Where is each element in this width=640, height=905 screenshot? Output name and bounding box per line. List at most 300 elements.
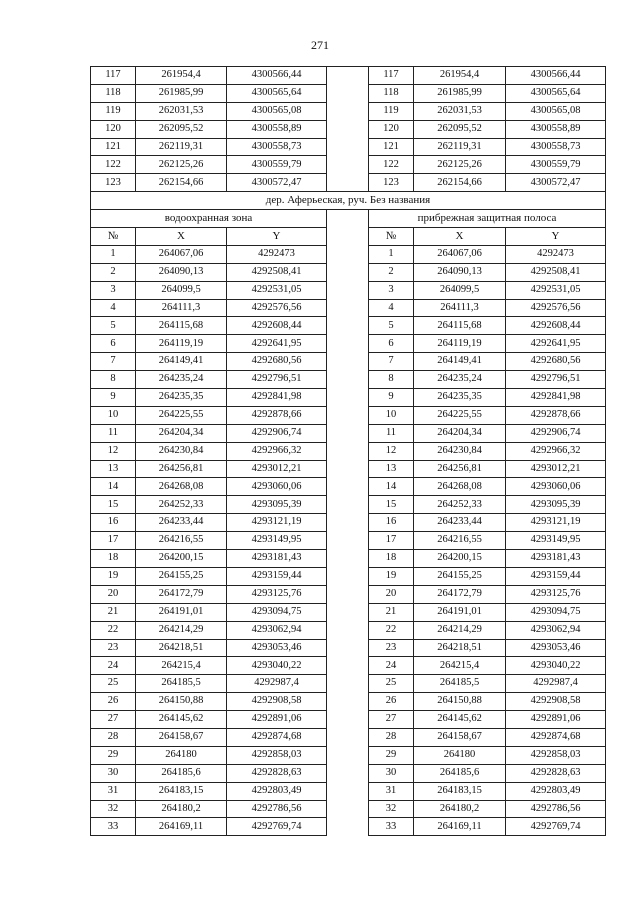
gap-cell [327, 67, 369, 85]
right-x-cell: 264214,29 [414, 621, 506, 639]
right-num-cell: 26 [369, 693, 414, 711]
gap-cell [327, 120, 369, 138]
left-y-cell: 4292576,56 [227, 299, 327, 317]
gap-cell [327, 693, 369, 711]
left-y-cell: 4292841,98 [227, 389, 327, 407]
left-num-cell: 32 [91, 800, 136, 818]
left-y-cell: 4292966,32 [227, 442, 327, 460]
left-x-cell: 264204,34 [136, 424, 227, 442]
right-y-cell: 4293040,22 [506, 657, 606, 675]
right-num-cell: 8 [369, 371, 414, 389]
left-x-cell: 264180,2 [136, 800, 227, 818]
left-y-cell: 4292641,95 [227, 335, 327, 353]
left-num-cell: 19 [91, 567, 136, 585]
gap-cell [327, 514, 369, 532]
right-y-cell: 4292803,49 [506, 782, 606, 800]
table-row [91, 138, 606, 156]
gap-cell [327, 317, 369, 335]
gap-cell [327, 424, 369, 442]
left-y-cell: 4292908,58 [227, 693, 327, 711]
left-x-cell: 264111,3 [136, 299, 227, 317]
left-y-cell: 4292874,68 [227, 728, 327, 746]
left-y-cell: 4292786,56 [227, 800, 327, 818]
right-x-cell: 264218,51 [414, 639, 506, 657]
gap-cell [327, 442, 369, 460]
right-num-cell: 15 [369, 496, 414, 514]
right-x-cell: 264256,81 [414, 460, 506, 478]
left-x-header: X [136, 228, 227, 246]
table-row [91, 675, 606, 693]
left-num-cell: 6 [91, 335, 136, 353]
left-y-cell: 4293181,43 [227, 550, 327, 568]
left-x-cell: 264214,29 [136, 621, 227, 639]
right-y-cell: 4293094,75 [506, 603, 606, 621]
right-x-cell: 262119,31 [414, 138, 506, 156]
right-x-cell: 264204,34 [414, 424, 506, 442]
left-y-cell: 4300565,08 [227, 102, 327, 120]
right-num-cell: 33 [369, 818, 414, 836]
page-number: 271 [311, 38, 329, 52]
left-num-cell: 118 [91, 84, 136, 102]
right-x-cell: 262095,52 [414, 120, 506, 138]
left-y-header: Y [227, 228, 327, 246]
left-y-cell: 4300558,73 [227, 138, 327, 156]
left-num-cell: 4 [91, 299, 136, 317]
left-y-cell: 4292680,56 [227, 353, 327, 371]
table-row [91, 532, 606, 550]
left-y-cell: 4293012,21 [227, 460, 327, 478]
right-x-cell: 264252,33 [414, 496, 506, 514]
left-y-cell: 4292608,44 [227, 317, 327, 335]
left-x-cell: 264145,62 [136, 711, 227, 729]
gap-cell [327, 460, 369, 478]
right-y-cell: 4293125,76 [506, 585, 606, 603]
gap-cell [327, 102, 369, 120]
gap-cell [327, 657, 369, 675]
right-y-cell: 4293053,46 [506, 639, 606, 657]
gap-cell [327, 156, 369, 174]
left-x-cell: 262125,26 [136, 156, 227, 174]
right-y-cell: 4293121,19 [506, 514, 606, 532]
left-num-cell: 17 [91, 532, 136, 550]
gap-cell [327, 335, 369, 353]
right-num-cell: 30 [369, 764, 414, 782]
gap-cell [327, 406, 369, 424]
table-row [91, 245, 606, 263]
gap-cell [327, 210, 369, 228]
right-x-header: X [414, 228, 506, 246]
left-num-cell: 26 [91, 693, 136, 711]
right-y-cell: 4292680,56 [506, 353, 606, 371]
right-num-cell: 19 [369, 567, 414, 585]
right-y-cell: 4293149,95 [506, 532, 606, 550]
right-num-cell: 10 [369, 406, 414, 424]
left-num-cell: 15 [91, 496, 136, 514]
left-x-cell: 264090,13 [136, 263, 227, 281]
left-x-cell: 261985,99 [136, 84, 227, 102]
right-y-cell: 4293062,94 [506, 621, 606, 639]
right-x-cell: 264225,55 [414, 406, 506, 424]
left-x-cell: 264172,79 [136, 585, 227, 603]
left-num-cell: 12 [91, 442, 136, 460]
left-num-cell: 18 [91, 550, 136, 568]
left-zone-title: водоохранная зона [91, 210, 327, 228]
gap-cell [327, 782, 369, 800]
left-y-cell: 4292796,51 [227, 371, 327, 389]
right-y-cell: 4293060,06 [506, 478, 606, 496]
left-x-cell: 264225,55 [136, 406, 227, 424]
right-num-cell: 120 [369, 120, 414, 138]
right-num-cell: 21 [369, 603, 414, 621]
table-row [91, 442, 606, 460]
table-row [91, 156, 606, 174]
right-x-cell: 264268,08 [414, 478, 506, 496]
right-y-cell: 4292906,74 [506, 424, 606, 442]
right-num-cell: 2 [369, 263, 414, 281]
gap-cell [327, 639, 369, 657]
table-row [91, 424, 606, 442]
gap-cell [327, 818, 369, 836]
left-num-cell: 24 [91, 657, 136, 675]
gap-cell [327, 174, 369, 192]
column-header-row [91, 228, 606, 246]
right-x-cell: 264216,55 [414, 532, 506, 550]
left-x-cell: 262154,66 [136, 174, 227, 192]
table-row [91, 782, 606, 800]
left-num-cell: 28 [91, 728, 136, 746]
left-num-cell: 8 [91, 371, 136, 389]
gap-cell [327, 728, 369, 746]
gap-cell [327, 675, 369, 693]
gap-cell [327, 138, 369, 156]
gap-cell [327, 567, 369, 585]
left-x-cell: 261954,4 [136, 67, 227, 85]
right-y-cell: 4292786,56 [506, 800, 606, 818]
left-num-cell: 29 [91, 746, 136, 764]
right-y-header: Y [506, 228, 606, 246]
table-row [91, 657, 606, 675]
table-row [91, 514, 606, 532]
table-row [91, 621, 606, 639]
right-num-cell: 123 [369, 174, 414, 192]
right-x-cell: 264150,88 [414, 693, 506, 711]
left-y-cell: 4293125,76 [227, 585, 327, 603]
left-num-cell: 122 [91, 156, 136, 174]
gap-cell [327, 496, 369, 514]
left-num-cell: 120 [91, 120, 136, 138]
table-row [91, 102, 606, 120]
right-num-cell: 4 [369, 299, 414, 317]
right-num-cell: 1 [369, 245, 414, 263]
left-x-cell: 262031,53 [136, 102, 227, 120]
gap-cell [327, 353, 369, 371]
right-x-cell: 264183,15 [414, 782, 506, 800]
table-row [91, 693, 606, 711]
section-title-row [91, 192, 606, 210]
right-y-cell: 4292908,58 [506, 693, 606, 711]
table-row [91, 550, 606, 568]
left-y-cell: 4300566,44 [227, 67, 327, 85]
right-y-cell: 4300565,64 [506, 84, 606, 102]
right-num-cell: 29 [369, 746, 414, 764]
table-row [91, 335, 606, 353]
left-x-cell: 264115,68 [136, 317, 227, 335]
left-y-cell: 4300565,64 [227, 84, 327, 102]
right-zone-title: прибрежная защитная полоса [369, 210, 606, 228]
right-y-cell: 4300558,73 [506, 138, 606, 156]
right-num-cell: 6 [369, 335, 414, 353]
left-x-cell: 264252,33 [136, 496, 227, 514]
right-num-cell: 121 [369, 138, 414, 156]
right-num-cell: 32 [369, 800, 414, 818]
gap-cell [327, 281, 369, 299]
left-y-cell: 4293149,95 [227, 532, 327, 550]
left-x-cell: 264119,19 [136, 335, 227, 353]
right-x-cell: 264185,6 [414, 764, 506, 782]
table-row [91, 496, 606, 514]
table-row [91, 585, 606, 603]
left-x-cell: 264235,24 [136, 371, 227, 389]
left-num-cell: 27 [91, 711, 136, 729]
left-x-cell: 264158,67 [136, 728, 227, 746]
left-y-cell: 4292531,05 [227, 281, 327, 299]
section-title: дер. Аферьеская, руч. Без названия [91, 192, 606, 210]
table-row [91, 711, 606, 729]
left-x-cell: 264200,15 [136, 550, 227, 568]
right-x-cell: 264230,84 [414, 442, 506, 460]
gap-cell [327, 389, 369, 407]
right-num-cell: 17 [369, 532, 414, 550]
left-x-cell: 262095,52 [136, 120, 227, 138]
right-num-cell: 122 [369, 156, 414, 174]
table-row [91, 120, 606, 138]
right-x-cell: 264180,2 [414, 800, 506, 818]
right-x-cell: 264158,67 [414, 728, 506, 746]
right-y-cell: 4292841,98 [506, 389, 606, 407]
right-x-cell: 262154,66 [414, 174, 506, 192]
right-x-cell: 264215,4 [414, 657, 506, 675]
left-x-cell: 264180 [136, 746, 227, 764]
right-x-cell: 264191,01 [414, 603, 506, 621]
coordinates-table [90, 66, 606, 836]
right-x-cell: 264172,79 [414, 585, 506, 603]
table-row [91, 603, 606, 621]
left-num-cell: 11 [91, 424, 136, 442]
right-num-cell: 3 [369, 281, 414, 299]
gap-cell [327, 532, 369, 550]
left-num-cell: 14 [91, 478, 136, 496]
left-num-cell: 5 [91, 317, 136, 335]
left-x-cell: 264230,84 [136, 442, 227, 460]
left-y-cell: 4292769,74 [227, 818, 327, 836]
right-num-cell: 16 [369, 514, 414, 532]
left-num-cell: 117 [91, 67, 136, 85]
gap-cell [327, 746, 369, 764]
right-y-cell: 4292531,05 [506, 281, 606, 299]
gap-cell [327, 263, 369, 281]
left-num-cell: 13 [91, 460, 136, 478]
right-y-cell: 4300559,79 [506, 156, 606, 174]
table-row [91, 478, 606, 496]
right-y-cell: 4292508,41 [506, 263, 606, 281]
right-num-cell: 31 [369, 782, 414, 800]
right-num-cell: 5 [369, 317, 414, 335]
gap-cell [327, 478, 369, 496]
left-num-cell: 10 [91, 406, 136, 424]
right-num-cell: 25 [369, 675, 414, 693]
right-num-header: № [369, 228, 414, 246]
right-y-cell: 4292858,03 [506, 746, 606, 764]
table-row [91, 299, 606, 317]
table-row [91, 353, 606, 371]
right-y-cell: 4292987,4 [506, 675, 606, 693]
right-y-cell: 4293012,21 [506, 460, 606, 478]
left-x-cell: 264218,51 [136, 639, 227, 657]
table-row [91, 263, 606, 281]
left-x-cell: 264149,41 [136, 353, 227, 371]
right-x-cell: 262031,53 [414, 102, 506, 120]
left-num-cell: 1 [91, 245, 136, 263]
left-y-cell: 4292508,41 [227, 263, 327, 281]
left-y-cell: 4292858,03 [227, 746, 327, 764]
right-num-cell: 24 [369, 657, 414, 675]
table-row [91, 728, 606, 746]
right-x-cell: 264155,25 [414, 567, 506, 585]
gap-cell [327, 585, 369, 603]
right-y-cell: 4292828,63 [506, 764, 606, 782]
left-y-cell: 4292987,4 [227, 675, 327, 693]
right-x-cell: 264233,44 [414, 514, 506, 532]
right-y-cell: 4292473 [506, 245, 606, 263]
right-x-cell: 262125,26 [414, 156, 506, 174]
right-y-cell: 4292966,32 [506, 442, 606, 460]
table-row [91, 764, 606, 782]
right-x-cell: 261985,99 [414, 84, 506, 102]
zone-title-row [91, 210, 606, 228]
left-num-cell: 119 [91, 102, 136, 120]
right-num-cell: 23 [369, 639, 414, 657]
right-x-cell: 264099,5 [414, 281, 506, 299]
table-row [91, 67, 606, 85]
left-y-cell: 4293095,39 [227, 496, 327, 514]
left-num-cell: 23 [91, 639, 136, 657]
right-x-cell: 264169,11 [414, 818, 506, 836]
right-num-cell: 11 [369, 424, 414, 442]
right-y-cell: 4293095,39 [506, 496, 606, 514]
left-num-cell: 9 [91, 389, 136, 407]
left-y-cell: 4292891,06 [227, 711, 327, 729]
left-y-cell: 4300559,79 [227, 156, 327, 174]
left-num-cell: 25 [91, 675, 136, 693]
left-y-cell: 4293040,22 [227, 657, 327, 675]
right-y-cell: 4293181,43 [506, 550, 606, 568]
right-x-cell: 264145,62 [414, 711, 506, 729]
right-num-cell: 119 [369, 102, 414, 120]
right-y-cell: 4300566,44 [506, 67, 606, 85]
gap-cell [327, 550, 369, 568]
right-num-cell: 28 [369, 728, 414, 746]
left-y-cell: 4292803,49 [227, 782, 327, 800]
right-x-cell: 264200,15 [414, 550, 506, 568]
left-x-cell: 264233,44 [136, 514, 227, 532]
left-num-cell: 2 [91, 263, 136, 281]
table-row [91, 317, 606, 335]
left-num-cell: 3 [91, 281, 136, 299]
right-x-cell: 264185,5 [414, 675, 506, 693]
right-x-cell: 264119,19 [414, 335, 506, 353]
left-num-cell: 22 [91, 621, 136, 639]
left-x-cell: 264235,35 [136, 389, 227, 407]
right-y-cell: 4292608,44 [506, 317, 606, 335]
left-y-cell: 4293159,44 [227, 567, 327, 585]
left-y-cell: 4293094,75 [227, 603, 327, 621]
right-x-cell: 264111,3 [414, 299, 506, 317]
right-y-cell: 4300558,89 [506, 120, 606, 138]
right-y-cell: 4300572,47 [506, 174, 606, 192]
right-y-cell: 4292769,74 [506, 818, 606, 836]
left-num-cell: 31 [91, 782, 136, 800]
left-num-header: № [91, 228, 136, 246]
right-x-cell: 261954,4 [414, 67, 506, 85]
right-x-cell: 264115,68 [414, 317, 506, 335]
left-num-cell: 123 [91, 174, 136, 192]
gap-cell [327, 800, 369, 818]
right-x-cell: 264090,13 [414, 263, 506, 281]
left-y-cell: 4300558,89 [227, 120, 327, 138]
left-x-cell: 262119,31 [136, 138, 227, 156]
left-x-cell: 264215,4 [136, 657, 227, 675]
table-row [91, 174, 606, 192]
gap-cell [327, 371, 369, 389]
gap-cell [327, 84, 369, 102]
right-num-cell: 12 [369, 442, 414, 460]
right-y-cell: 4292891,06 [506, 711, 606, 729]
table-row [91, 281, 606, 299]
left-x-cell: 264067,06 [136, 245, 227, 263]
left-x-cell: 264256,81 [136, 460, 227, 478]
left-num-cell: 7 [91, 353, 136, 371]
left-y-cell: 4293053,46 [227, 639, 327, 657]
table-row [91, 567, 606, 585]
left-y-cell: 4300572,47 [227, 174, 327, 192]
left-num-cell: 30 [91, 764, 136, 782]
right-num-cell: 14 [369, 478, 414, 496]
left-num-cell: 21 [91, 603, 136, 621]
table-row [91, 406, 606, 424]
left-y-cell: 4292906,74 [227, 424, 327, 442]
right-num-cell: 7 [369, 353, 414, 371]
left-x-cell: 264185,5 [136, 675, 227, 693]
right-num-cell: 18 [369, 550, 414, 568]
left-x-cell: 264155,25 [136, 567, 227, 585]
right-x-cell: 264149,41 [414, 353, 506, 371]
left-y-cell: 4293062,94 [227, 621, 327, 639]
gap-cell [327, 603, 369, 621]
right-x-cell: 264067,06 [414, 245, 506, 263]
gap-cell [327, 228, 369, 246]
right-y-cell: 4292641,95 [506, 335, 606, 353]
right-num-cell: 118 [369, 84, 414, 102]
left-y-cell: 4293121,19 [227, 514, 327, 532]
left-y-cell: 4292878,66 [227, 406, 327, 424]
right-num-cell: 20 [369, 585, 414, 603]
right-y-cell: 4292796,51 [506, 371, 606, 389]
gap-cell [327, 621, 369, 639]
right-y-cell: 4292576,56 [506, 299, 606, 317]
right-y-cell: 4300565,08 [506, 102, 606, 120]
gap-cell [327, 245, 369, 263]
right-y-cell: 4293159,44 [506, 567, 606, 585]
